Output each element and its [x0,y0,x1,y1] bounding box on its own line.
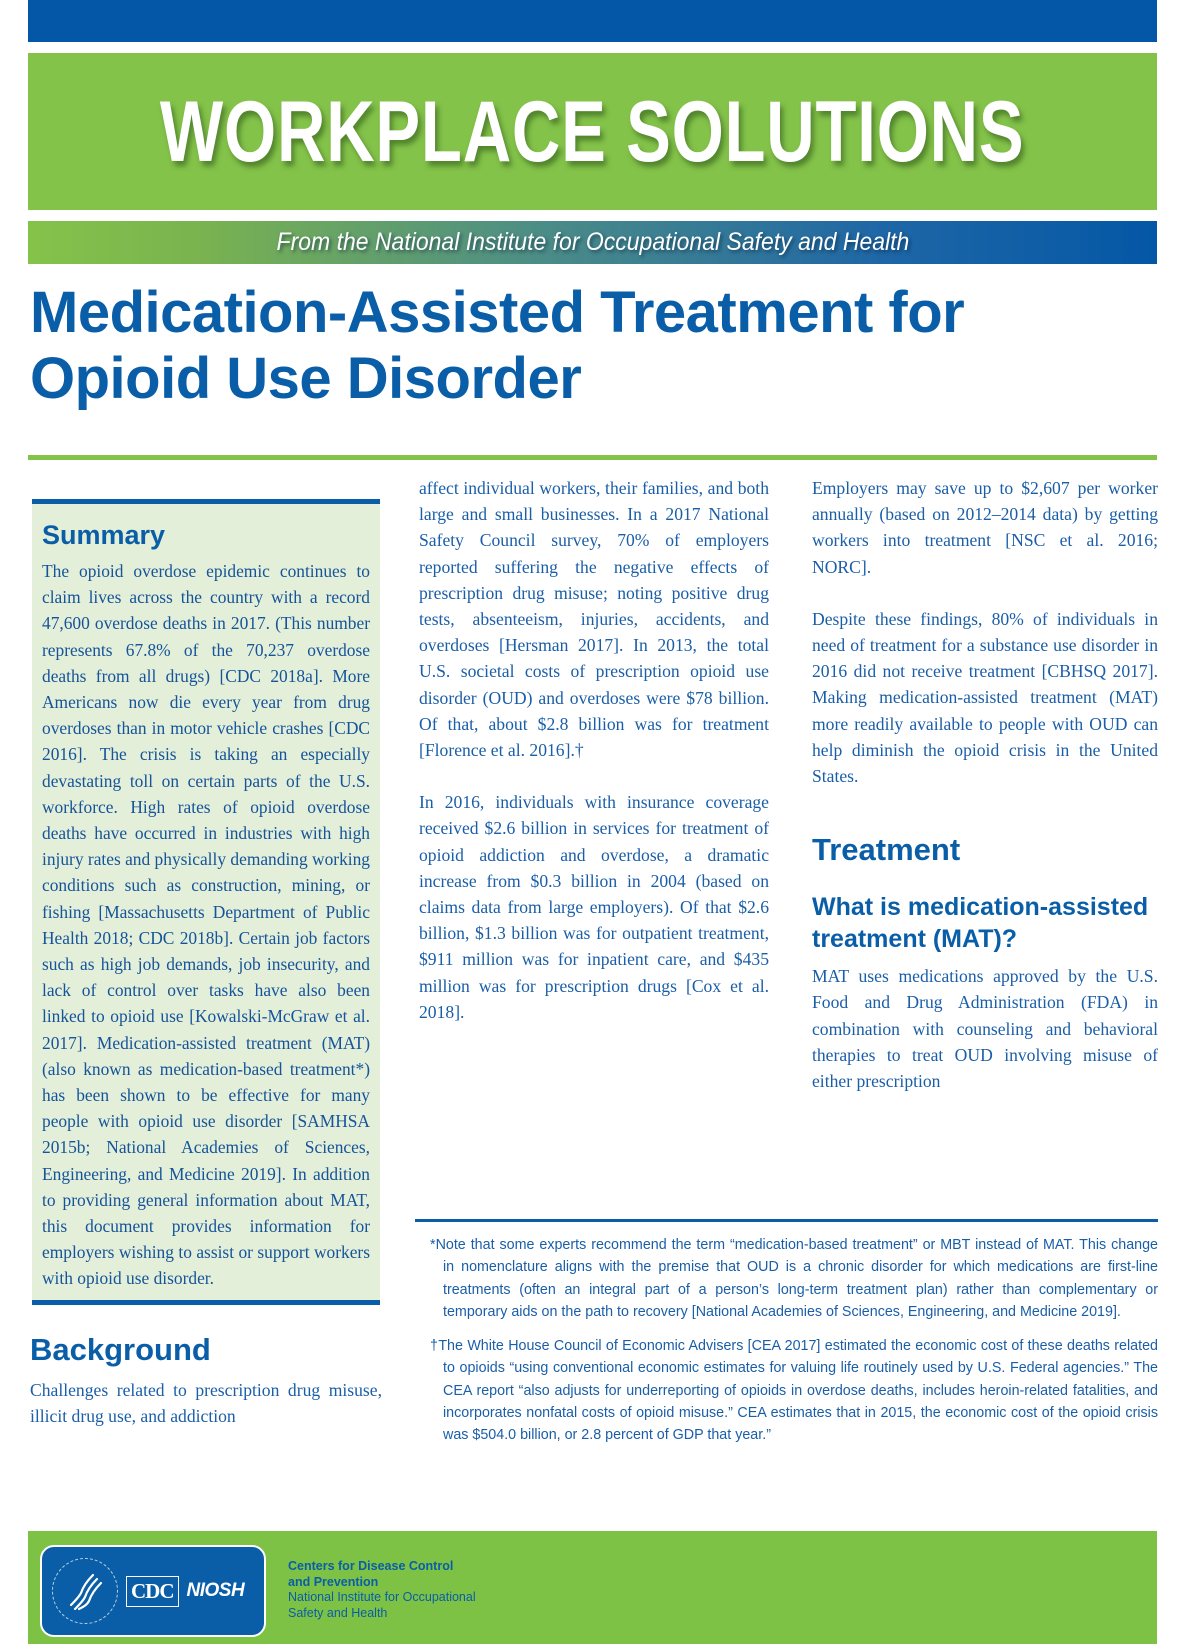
top-blue-bar [28,0,1157,42]
summary-text: The opioid overdose epidemic continues to claim lives across the country with a record 47,600 overdose deaths in 2017. (This number represents 67.8% of the 70,237 overdose deaths from all drugs) [CDC 2018a]. More Americans now die every year from drug overdoses than in motor vehicle crashes [CDC 2016]. The crisis is taking an especially devastating toll on certain parts of the U.S. workforce. High rates of opioid overdose deaths have occurred in industries with high injury rates and physically demanding working conditions such as construction, mining, or fishing [Massachusetts Department of Public Health 2018; CDC 2018b]. Certain job factors such as high job demands, job insecurity, and lack of control over tasks have also been linked to opioid use [Kowalski-McGraw et al. 2017]. Medication-assisted treatment (MAT) (also known as medication-based treatment*) has been shown to be effective for many people with opioid use disorder [SAMHSA 2015b; National Academies of Sciences, Engineering, and Medicine 2019]. In addition to providing general information about MAT, this document provides information for employers wishing to assist or support workers with opioid use disorder. [42,561,370,1289]
title-divider [28,455,1157,460]
footer-org-line2: and Prevention [288,1574,379,1589]
background-paragraph-3: Employers may save up to $2,607 per worker annually (based on 2012–2014 data) by getting workers into treatment [NSC et al. 2016; NORC]. [812,478,1158,577]
footnote-dagger: †The White House Council of Economic Advisers [CEA 2017] estimated the economic cost of these deaths related to opioids “using conventional economic estimates for valuing life routinely used by U.S. Federal agencies.” The CEA report “also adjusts for underreporting of opioids in overdose deaths, includes heroin-related fatalities, and incorporates nonfatal costs of opioid misuse.” CEA estimates that in 2015, the economic cost of the opioid crisis was $504.0 billion, or 2.8 percent of GDP that year.” [430,1338,1158,1444]
summary-box [32,499,380,1305]
background-paragraph-start: Challenges related to prescription drug misuse, illicit drug use, and addiction [30,1380,382,1427]
document-title [30,280,1150,412]
background-paragraph-4: Despite these findings, 80% of individuals in need of treatment for a substance use disorder in 2016 did not receive treatment [CBHSQ 2017]. Making medication-assisted treatment (MAT) more readily available to people with OUD can help diminish the opioid crisis in the United States. [812,608,1158,787]
niosh-subtitle-bar [28,221,1157,264]
column-3 [812,475,1158,1094]
footer-org-line1: Centers for Disease Control [288,1559,454,1573]
eagle-icon [63,1569,107,1613]
hhs-seal-icon [52,1558,118,1624]
document-title-line2: Opioid Use Disorder [30,346,582,411]
niosh-logo: NIOSH [186,1580,245,1601]
footer-org-line3: National Institute for Occupational [288,1590,476,1604]
banner-title: WORKPLACE SOLUTIONS [160,83,1025,180]
cdc-logo: CDC [126,1576,179,1607]
footer-bar [28,1531,1157,1644]
treatment-paragraph-1: MAT uses medications approved by the U.S. Food and Drug Administration (FDA) in combination with counseling and behavioral therapies to treat OUD involving misuse of either prescription [812,966,1158,1092]
document-title-line1: Medication-Assisted Treatment for [30,280,965,345]
banner-subtitle: From the National Institute for Occupational Safety and Health [276,228,909,256]
background-paragraph-2: In 2016, individuals with insurance coverage received $2.6 billion in services for treatment of opioid addiction and overdose, a dramatic increase from $0.3 billion in 2004 (based on claims data from large employers). Of that $2.6 billion, $1.3 billion was for outpatient treatment, $911 million was for inpatient care, and $435 million was for prescription drugs [Cox et al. 2018]. [419,792,769,1022]
footer-org-line4: Safety and Health [288,1605,388,1620]
footer-agency-text [288,1559,476,1621]
footnotes [430,1234,1158,1447]
footnote-asterisk: *Note that some experts recommend the term “medication-based treatment” or MBT instead of MAT. This change in nomenclature aligns with the premise that OUD is a chronic disorder for which medications are first-line treatments (often an integral part of a person’s long-term treatment plan) rather than complementary or temporary aids on the path to recovery [National Academies of Sciences, Engineering, and Medicine 2019]. [430,1237,1158,1320]
column-2 [419,475,769,1025]
background-paragraph-cont: affect individual workers, their families, and both large and small businesses. In a 2017 National Safety Council survey, 70% of employers reported suffering the negative effects of prescription drug misuse; noting positive drug tests, absenteeism, injuries, accidents, and overdoses [Hersman 2017]. In 2013, the total U.S. societal costs of prescription opioid use disorder (OUD) and overdoses were $78 billion. Of that, about $2.8 billion was for treatment [Florence et al. 2016].† [419,478,769,761]
workplace-solutions-banner [28,53,1157,210]
footnote-divider [415,1219,1158,1222]
agency-logo-box [40,1545,266,1637]
summary-heading: Summary [42,520,166,550]
mat-question-heading: What is medication-assisted treatment (MAT)? [812,893,1149,954]
background-heading: Background [30,1332,211,1367]
treatment-heading: Treatment [812,832,961,868]
